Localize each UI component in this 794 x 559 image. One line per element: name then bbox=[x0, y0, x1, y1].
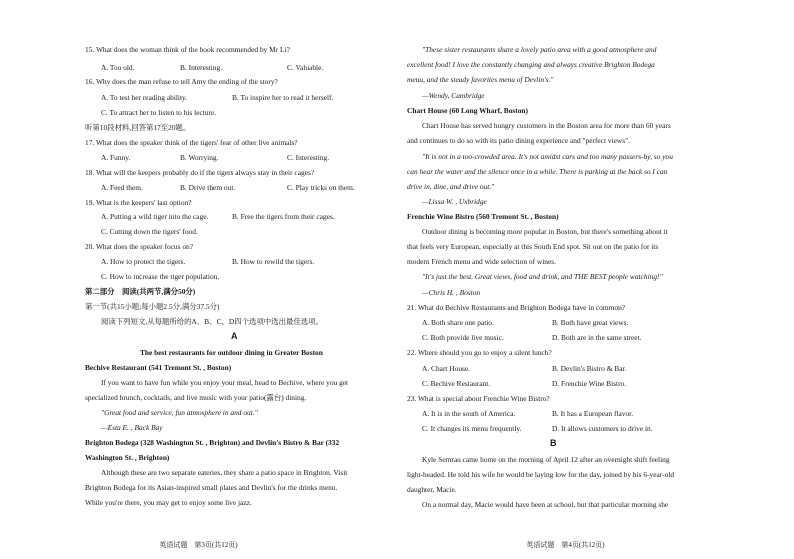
page-footer: 英语试题 第4页(共12页) bbox=[526, 541, 605, 549]
chart-house-text-line: and continues to do so with its patio dining experience and "perfect views". bbox=[407, 136, 630, 145]
q22-option-c: C. Bechive Restaurant. bbox=[422, 379, 491, 388]
q23-option-d: D. It allows customers to drive in. bbox=[552, 424, 653, 433]
q15-option-b: B. Interesting. bbox=[180, 63, 223, 72]
q21-option-a: A. Both share one patio. bbox=[422, 318, 494, 327]
q23-option-c: C. It changes its menu frequently. bbox=[422, 424, 522, 433]
q21-option-d: D. Both are in the same street. bbox=[552, 333, 642, 342]
q22-option-a: A. Chart House. bbox=[422, 364, 471, 373]
chart-house-review-author: —Lissa W. , Uxbridge bbox=[422, 197, 487, 206]
restaurant-bechive-heading: Bechive Restaurant (541 Tremont St. , Boston) bbox=[85, 363, 232, 372]
passage-b-text-line: On a normal day, Macie would have been at school, but that particular morning she bbox=[422, 500, 669, 509]
brighton-text-line: Brighton Bodega for its Asian-inspired small plates and Devlin's for the drinks menu. bbox=[85, 483, 338, 492]
q18-option-b: B. Drive them out. bbox=[180, 183, 236, 192]
chart-house-review-line: "It is not in a too-crowded area. It's not amidst cars and too many passers-by, so you bbox=[422, 152, 673, 161]
passage-b-label: B bbox=[550, 438, 557, 448]
q21-option-c: C. Both provide live music. bbox=[422, 333, 504, 342]
listening-instruction: 听第10段材料,回答第17至20题。 bbox=[85, 123, 191, 132]
frenchie-text-line: modern French menu and wide selection of wines. bbox=[407, 257, 557, 266]
q20-option-b: B. How to rewild the tigers. bbox=[232, 257, 315, 266]
chart-house-text-line: Chart House has served hungry customers in the Boston area for more than 60 years bbox=[422, 121, 671, 130]
bechive-text-line: If you want to have fun while you enjoy your meal, head to Bechive, where you get bbox=[101, 378, 349, 387]
restaurant-chart-house-heading: Chart House (60 Long Wharf, Boston) bbox=[407, 106, 528, 115]
restaurant-brighton-heading-cont: Washington St. , Brighton) bbox=[85, 453, 170, 462]
q22-stem: 22. Where should you go to enjoy a silent lunch? bbox=[407, 348, 552, 357]
passage-b-text-line: light-headed. He told his wife he would be laying low for the day, joined by his 6-year-old bbox=[407, 470, 675, 479]
q19-stem: 19. What is the keepers' last option? bbox=[85, 198, 192, 207]
q17-stem: 17. What does the speaker think of the tigers' fear of other live animals? bbox=[85, 138, 298, 147]
passage-b-text-line: daughter, Macie. bbox=[407, 485, 457, 494]
q18-option-c: C. Play tricks on them. bbox=[287, 183, 355, 192]
passage-a-title: The best restaurants for outdoor dining in Greater Boston bbox=[140, 348, 323, 357]
bechive-review-author: —Esta E. , Back Bay bbox=[101, 423, 163, 432]
q19-option-a: A. Putting a wild tiger into the cage. bbox=[101, 212, 209, 221]
q16-stem: 16. Why does the man refuse to tell Amy the ending of the story? bbox=[85, 77, 278, 86]
brighton-text-line: Although these are two separate eateries, they share a patio space in Brighton. Visit bbox=[101, 468, 348, 477]
brighton-review-line: menu, and the steady favorites menu of Devlin's." bbox=[407, 75, 554, 84]
q20-option-c: C. How to increase the tiger population. bbox=[101, 272, 220, 281]
q17-option-b: B. Worrying. bbox=[180, 153, 219, 162]
brighton-review-line: excellent food! I love the constantly changing and always creative Brighton Bodega bbox=[407, 60, 655, 69]
q21-option-b: B. Both have great views. bbox=[552, 318, 629, 327]
chart-house-review-line: can hear the water and the silence once in a while. There is parking at the back so I can bbox=[407, 167, 668, 176]
bechive-text-line: specialized brunch, cocktails, and live music with your patio(露台) dining. bbox=[85, 393, 307, 402]
q20-option-a: A. How to protect the tigers. bbox=[101, 257, 186, 266]
frenchie-text-line: Outdoor dining is becoming more popular in Boston, but there's something about it bbox=[422, 227, 668, 236]
q22-option-d: D. Frenchie Wine Bistro. bbox=[552, 379, 627, 388]
bechive-review-quote: "Great food and service, fun atmosphere in and out." bbox=[101, 408, 258, 417]
chart-house-review-line: drive in, dine, and drive out." bbox=[407, 182, 495, 191]
frenchie-text-line: that feels very European, especially at this South End spot. Sit out on the patio for its bbox=[407, 242, 659, 251]
q18-option-a: A. Feed them. bbox=[101, 183, 143, 192]
q16-option-c: C. To attract her to listen to his lecture. bbox=[101, 108, 217, 117]
q17-option-c: C. Interesting. bbox=[287, 153, 330, 162]
q23-option-a: A. It is in the south of America. bbox=[422, 409, 516, 418]
q23-option-b: B. It has a European flavor. bbox=[552, 409, 634, 418]
frenchie-review-author: —Chris H. , Boston bbox=[422, 288, 481, 297]
q20-stem: 20. What does the speaker focus on? bbox=[85, 242, 194, 251]
section-one-heading: 第一节(共15小题;每小题2.5分,满分37.5分) bbox=[85, 302, 220, 311]
brighton-review-author: —Wendy, Cambridge bbox=[422, 91, 485, 100]
q22-option-b: B. Devlin's Bistro & Bar. bbox=[552, 364, 627, 373]
restaurant-brighton-heading: Brighton Bodega (328 Washington St. , Brighton) and Devlin's Bistro & Bar (332 bbox=[85, 438, 340, 447]
q23-stem: 23. What is special about Frenchie Wine Bistro? bbox=[407, 394, 550, 403]
q21-stem: 21. What do Bechive Restaurants and Brighton Bodega have in common? bbox=[407, 303, 626, 312]
q15-option-a: A. Too old. bbox=[101, 63, 135, 72]
frenchie-review-quote: "It's just the best. Great views, food and drink, and THE BEST people watching!" bbox=[422, 272, 663, 281]
brighton-text-line: While you're there, you may get to enjoy some live jazz. bbox=[85, 498, 252, 507]
q16-option-b: B. To inspire her to read it herself. bbox=[232, 93, 334, 102]
passage-b-text-line: Kyle Semrau came home on the morning of April 12 after an overnight shift feeling bbox=[422, 455, 670, 464]
q17-option-a: A. Funny. bbox=[101, 153, 131, 162]
page-footer: 英语试题 第3页(共12页) bbox=[159, 541, 238, 549]
reading-instruction: 阅读下列短文,从每题所给的A、B、C、D四个选项中选出最佳选项。 bbox=[101, 317, 323, 326]
brighton-review-line: "These sister restaurants share a lovely patio area with a good atmosphere and bbox=[422, 45, 657, 54]
q15-option-c: C. Valuable. bbox=[287, 63, 324, 72]
passage-a-label: A bbox=[231, 331, 238, 341]
q18-stem: 18. What will the keepers probably do if the tigers always stay in their cages? bbox=[85, 168, 315, 177]
right-page bbox=[397, 0, 794, 559]
q19-option-b: B. Free the tigers from their cages. bbox=[232, 212, 335, 221]
q19-option-c: C. Cutting down the tigers' food. bbox=[101, 227, 198, 236]
part-two-heading: 第二部分 阅读(共两节,满分50分) bbox=[85, 287, 196, 296]
restaurant-frenchie-heading: Frenchie Wine Bistro (560 Tremont St. , Boston) bbox=[407, 212, 559, 221]
q16-option-a: A. To test her reading ability. bbox=[101, 93, 188, 102]
q15-stem: 15. What does the woman think of the book recommended by Mr Li? bbox=[85, 45, 290, 54]
